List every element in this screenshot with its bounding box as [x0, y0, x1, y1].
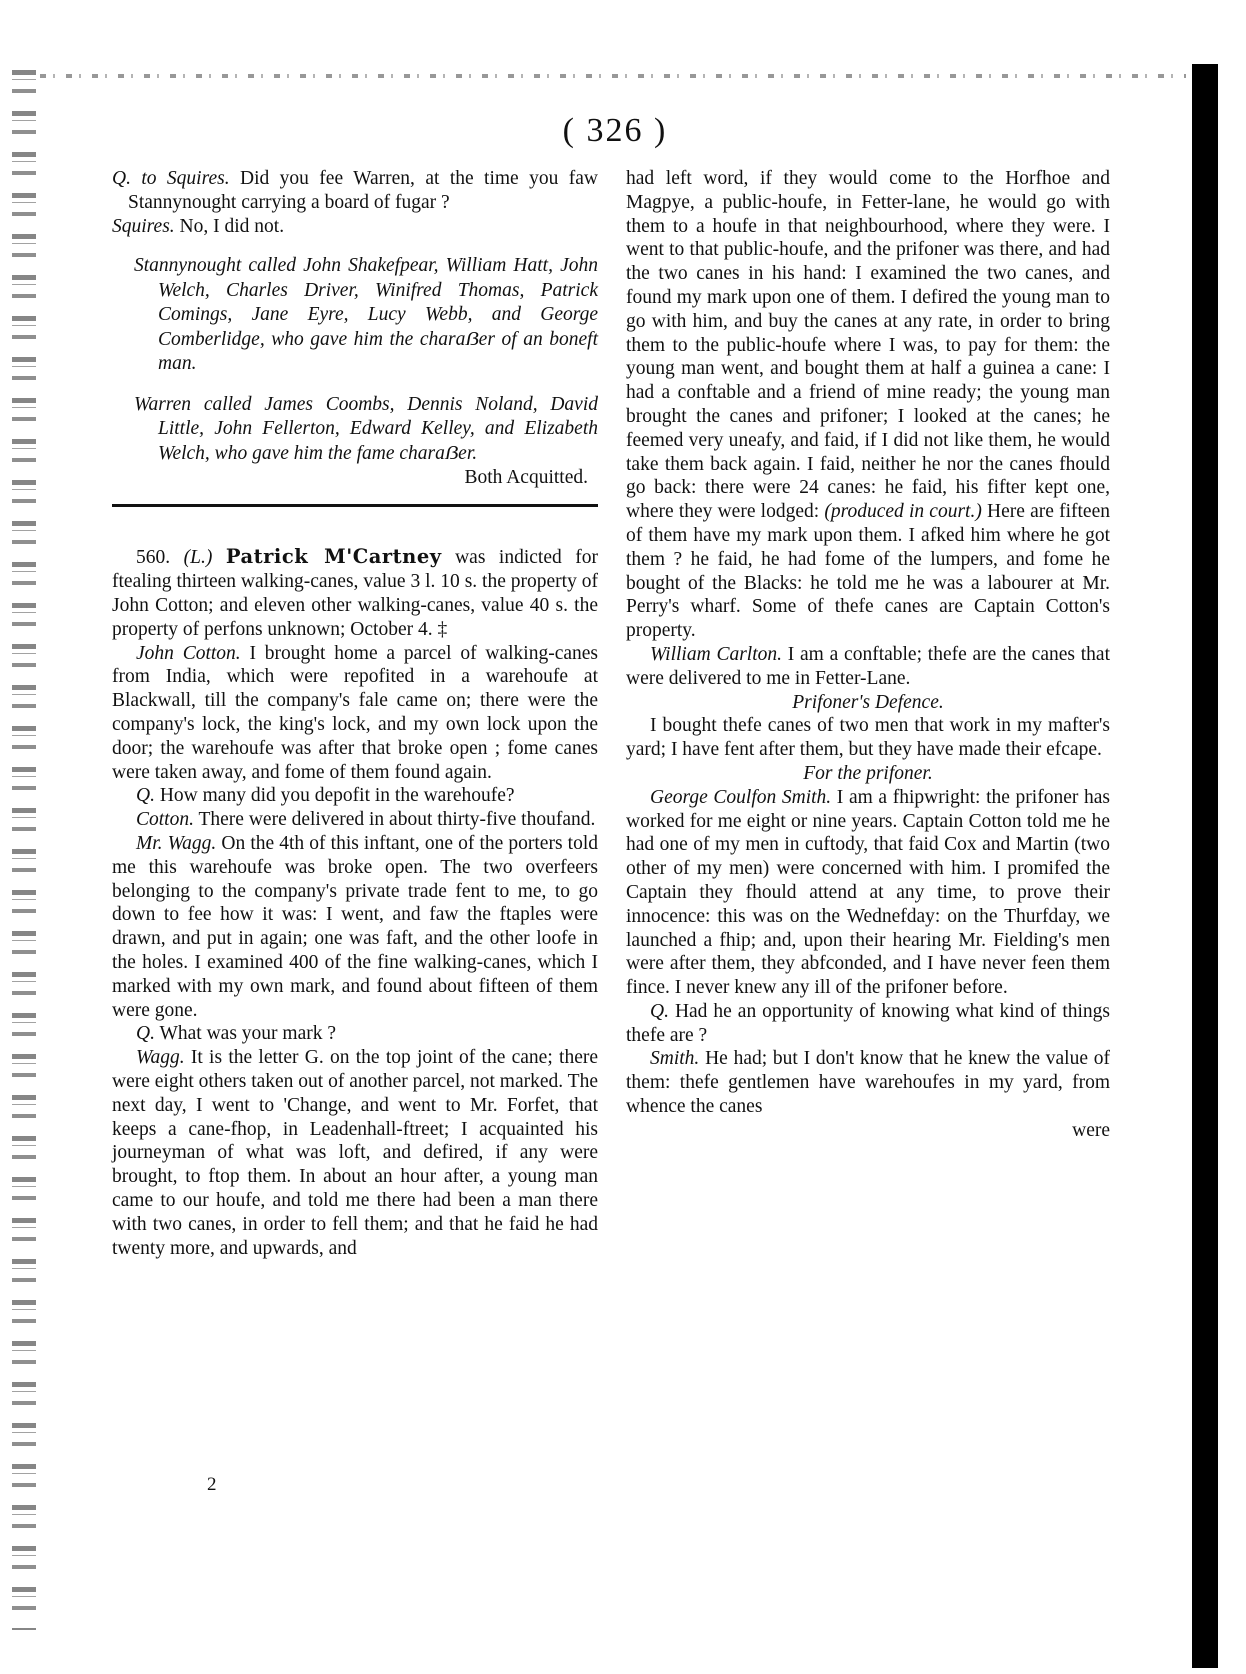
section-heading-defence: Prifoner's Defence.	[792, 691, 944, 713]
right-column	[626, 167, 1110, 1143]
question: Q. What was your mark ?	[136, 1023, 337, 1045]
signature-mark: 2	[207, 1474, 217, 1495]
testimony-wagg: Mr. Wagg. On the 4th of this inftant, one of the porters told me this warehoufe was broke open. The two overfeers belonging to the company's private trade fent to me, to go down to fee how it was: I went, and faw the ftaples were drawn, and put in again; one was faft, and the other loofe in the holes. I examined 400 of the fine walking-canes, which I marked with my own mark, and found about fifteen of them were gone.	[112, 832, 598, 1021]
page-number: ( 326 )	[562, 112, 668, 149]
squires-answer: Squires. No, I did not.	[112, 215, 285, 237]
testimony-smith-continued: Smith. He had; but I don't know that he knew the value of them: thefe gentlemen have warehoufes in my yard, from whence the canes	[626, 1048, 1110, 1118]
testimony-smith: George Coulfon Smith. I am a fhipwright: the prifoner has worked for me eight or nine years. Captain Cotton told me he had one of my men in cuftody, that faid Cox and Martin (two other of my men) were concerned with him. I promifed the Captain they fhould attend at any time, to prove their innocence: this was on the Wednefday: on the Thurfday, we launched a fhip; and, upon their hearing Mr. Fielding's men were after them, they abfconded, and I have never feen them fince. I never knew any ill of the prifoner before.	[626, 786, 1110, 999]
character-witnesses-warren: Warren called James Coombs, Dennis Noland, David Little, John Fellerton, Edward Kelley, and Elizabeth Welch, who gave him the fame charaẞer. Both Acquitted.	[134, 393, 598, 467]
section-heading-for-prisoner: For the prifoner.	[803, 762, 933, 784]
indictment: 560. (L.) Patrick M'Cartney was indicted for ftealing thirteen walking-canes, value 3 l. 10 s. the property of John Cotton; and eleven other walking-canes, value 40 s. the property of perfons unknown; October 4. ‡	[112, 545, 598, 640]
defendant-name: Patrick M'Cartney	[225, 545, 442, 569]
testimony-wagg-continued: Wagg. It is the letter G. on the top joint of the cane; there were eight others taken out of another parcel, not marked. The next day, I went to 'Change, and went to Mr. Forfet, that keeps a cane-fhop, in Leadenhall-ftreet; I acquainted his journeyman of what was loft, and defired, if any were brought, to ftop them. In about an hour after, a young man came to our houfe, and told me there had been a man there with two canes, in order to fell them; and that he faid he had twenty more, and upwards, and	[112, 1047, 598, 1259]
testimony-carlton: William Carlton. I am a conftable; thefe are the canes that were delivered to me in Fetter-Lane.	[626, 643, 1110, 689]
question: Q. How many did you depofit in the warehoufe?	[136, 785, 515, 807]
character-witnesses-stannynought: Stannynought called John Shakefpear, William Hatt, John Welch, Charles Driver, Winifred Thomas, Patrick Comings, Jane Eyre, Lucy Webb, and George Comberlidge, who gave him the charaẞer of an boneft man.	[134, 255, 598, 375]
verdict: Both Acquitted.	[464, 467, 588, 489]
speaker-label: Q. to Squires.	[112, 168, 230, 189]
testimony-continuation: had left word, if they would come to the Horfhoe and Magpye, a public-houfe, in Fetter-lane, he would go with them to a houfe in that neighbourhood, where they were. I went to that public-houfe, and the prifoner was there, and had the two canes in his hand: I examined the two canes, and found my mark upon one of them. I defired the young man to go with him, and buy the canes at any rate, in order to bring them to the public-houfe where I was, to pay for them: the young man went, and bought them at half a guinea a cane: I had a conftable and a friend of mine ready; the young man brought the canes and prifoner; I looked at the canes; he feemed very uneafy, and faid, if I did not like them, he would take them back again. I faid, neither he nor the canes fhould go back: there were 24 canes: he faid, his fifter kept one, where they were lodged: (produced in court.) Here are fifteen of them have my mark upon them. I afked him where he got them ? he faid, he had fome of the lumpers, and fome he bought of the Blacks: he told me he was a labourer at Mr. Perry's wharf. Some of thefe canes are Captain Cotton's property.	[626, 168, 1110, 642]
answer-cotton: Cotton. There were delivered in about thirty-five thoufand.	[136, 809, 596, 831]
catchword: were	[1072, 1119, 1110, 1141]
prisoner-defence: I bought thefe canes of two men that work in my mafter's yard; I have fent after them, but they have made their efcape.	[626, 715, 1110, 761]
scan-noise-top	[40, 74, 1186, 78]
testimony-cotton: John Cotton. I brought home a parcel of walking-canes from India, which were repofited in a warehoufe at Blackwall, till the company's fale came on; there were the company's lock, the king's lock, and my own lock upon the door; the warehoufe was after that broke open ; fome canes were taken away, and fome of them found again.	[112, 642, 598, 783]
left-column	[112, 167, 598, 1260]
speaker-label: Squires.	[112, 215, 175, 237]
question-to-squires: Q. to Squires. Did you fee Warren, at the time you faw Stannynought carrying a board of fugar ?	[112, 168, 598, 213]
scan-black-edge	[1192, 64, 1218, 1668]
section-divider	[112, 504, 598, 507]
scan-noise-left-edge	[12, 70, 36, 1630]
question: Q. Had he an opportunity of knowing what kind of things thefe are ?	[626, 1000, 1110, 1046]
